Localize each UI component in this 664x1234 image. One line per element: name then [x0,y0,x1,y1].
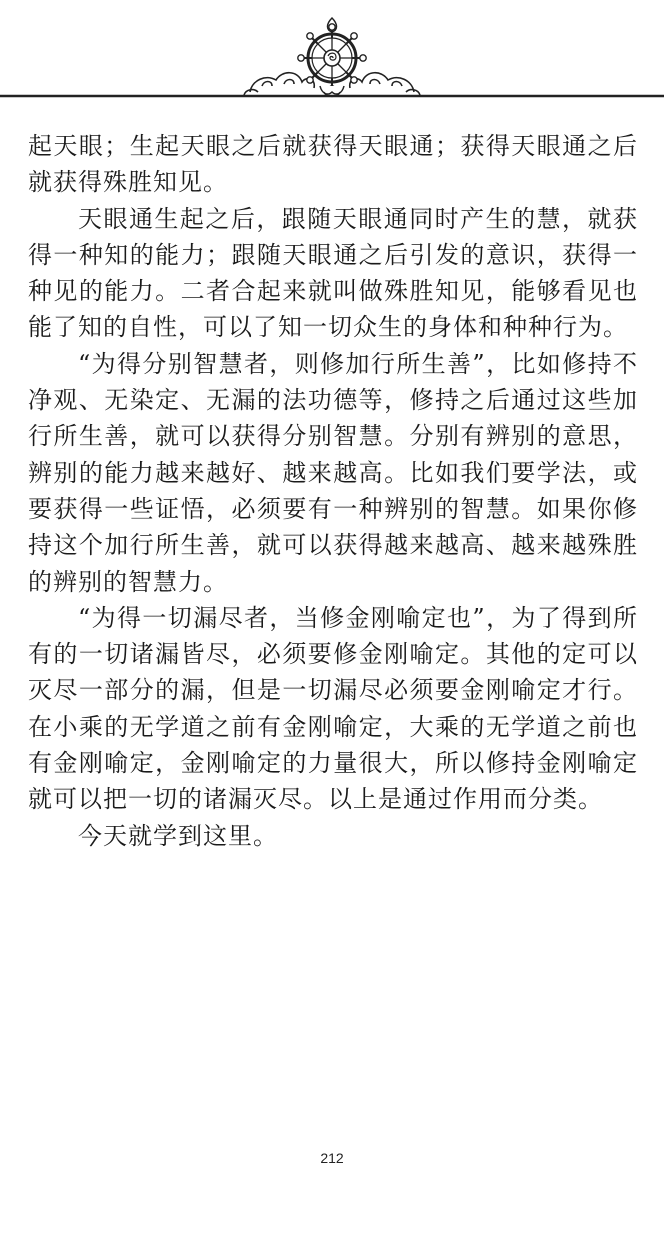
paragraph-2: 天眼通生起之后，跟随天眼通同时产生的慧，就获得一种知的能力；跟随天眼通之后引发的意识，获得一种见的能力。二者合起来就叫做殊胜知见，能够看见也能了知的自性，可以了知一切众生的身体和种种行为。 [28,204,638,342]
paragraph-1: 起天眼；生起天眼之后就获得天眼通；获得天眼通之后就获得殊胜知见。 [28,132,638,197]
dharma-wheel-icon [298,18,366,97]
paragraph-5: 今天就学到这里。 [78,821,278,850]
right-cloud-ornament [350,73,420,95]
page-header [0,0,664,110]
header-ornament [0,0,664,110]
page-body [28,128,638,854]
page-number: 212 [320,1150,344,1166]
left-cloud-ornament [244,73,314,95]
paragraph-4: “为得一切漏尽者，当修金刚喻定也”，为了得到所有的一切诸漏皆尽，必须要修金刚喻定。其他的定可以灭尽一部分的漏，但是一切漏尽必须要金刚喻定才行。在小乘的无学道之前有金刚喻定，大乘的无学道之前也有金刚喻定，金刚喻定的力量很大，所以修持金刚喻定就可以把一切的诸漏灭尽。以上是通过作用而分类。 [28,603,638,814]
paragraph-3: “为得分别智慧者，则修加行所生善”，比如修持不净观、无染定、无漏的法功德等，修持之后通过这些加行所生善，就可以获得分别智慧。分别有辨别的意思，辨别的能力越来越好、越来越高。比如我们要学法，或要获得一些证悟，必须要有一种辨别的智慧。如果你修持这个加行所生善，就可以获得越来越高、越来越殊胜的辨别的智慧力。 [28,349,638,596]
